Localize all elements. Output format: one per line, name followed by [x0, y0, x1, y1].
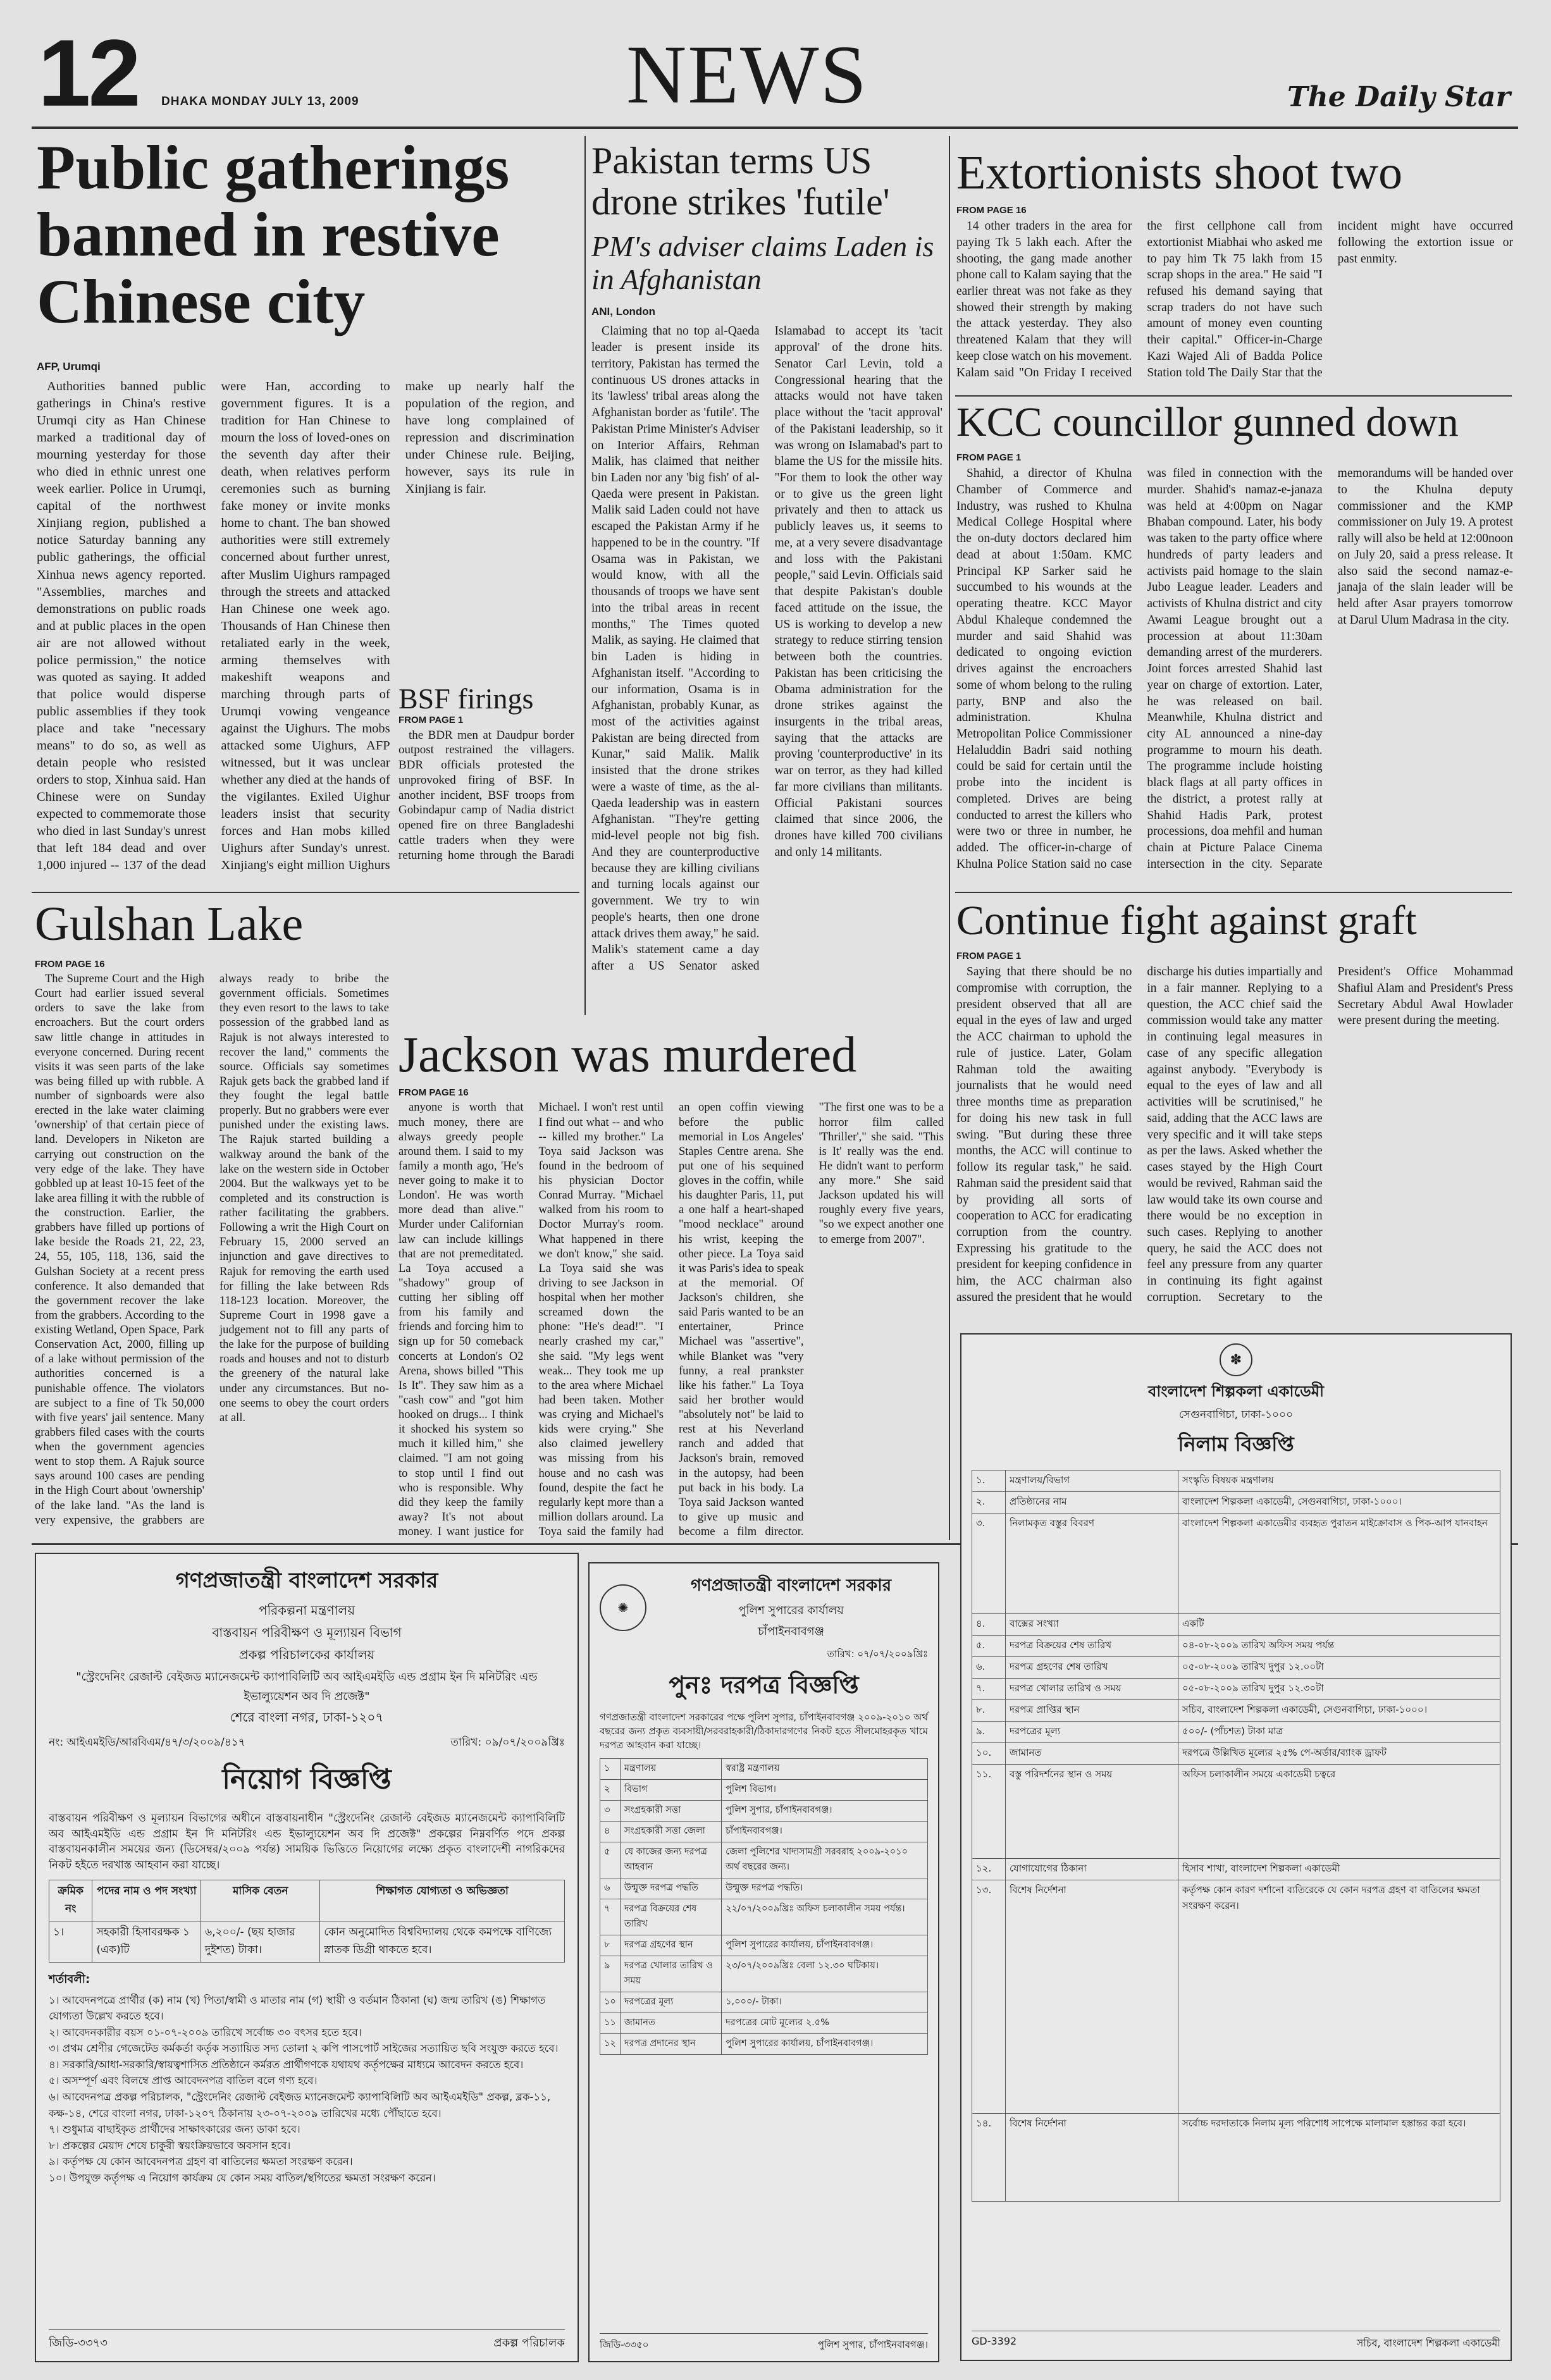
list-item: ১। আবেদনপত্রে প্রার্থীর (ক) নাম (খ) পিতা/স্বামী ও মাতার নাম (গ) স্থায়ী ও বর্তমান ঠিকানা (ঘ) জন্ম তারিখ (ঙ) শিক্ষাগত যোগ্যতা উল্লেখ করতে হবে। — [49, 1994, 546, 2023]
table-cell: ৫০০/- (পাঁচশত) টাকা মাত্র — [1178, 1722, 1500, 1743]
table-cell: ০৪-০৮-২০০৯ তারিখ অফিস সময় পর্যন্ত — [1178, 1636, 1500, 1657]
story-extortionists — [956, 147, 1513, 393]
table-cell: পুলিশ সুপারের কার্যালয়, চাঁপাইনবাবগঞ্জ। — [722, 2034, 928, 2055]
table-cell: যোগাযোগের ঠিকানা — [1006, 1859, 1178, 1880]
ad-signoff: সচিব, বাংলাদেশ শিল্পকলা একাডেমী — [1356, 2337, 1500, 2349]
paragraph: The Supreme Court and the High Court had earlier issued several orders to save the lake from encroachers. But the court orders saw little change in attitudes in everyone concerned. During recent visits it was seen parts of the lake was being filled up with rubble. A number of signboards were also erected in the lake water claiming 'ownership' of that certain piece of land. Developers in Niketon are carrying out construction on the very edge of the lake. They have gobbled up at least 10-15 feet of the lake area filling it with the rubble of the construction. Earlier, the grabbers have filled up portions of lake beside the Roads 21, 22, 23, 24, 55, 105, 118, 136, said the Gulshan Society at a recent press conference. It also demanded that the government recover the lake from the grabbers. According to the existing Wetland, Open Space, Park Conservation Act, 2000, filling up of a lake without permission of the authorities concerned is a punishable offence. The violators are subject to a fine of Tk 50,000 with five years' jail sentence. Many grabbers filed cases with the courts when the government agencies went to stop them. A Rajuk source says around 100 cases are pending in the High Court about 'ownership' of the lake land. "As the land is very expensive, the grabbers are always ready to bribe the government officials. Sometimes they even resort to the laws to take possession of the grabbed land as Rajuk is not always interested to recover the land," comments the source. Officials say sometimes Rajuk gets back the grabbed land if they fought the legal battle properly. But no grabbers were ever punished under the existing laws. The Rajuk started building a walkway around the bank of the lake on the western side in October 2004. But the walkways yet to be completed and its construction is rather facilitating the grabbers. Following a writ the High Court on February 15, 2000 served an injunction and gave directives to Rajuk for removing the earth used for filling the lake between Rds 118-123 location. Moreover, the Supreme Court in 1998 gave a judgement not to fill any parts of the lake for the purpose of building roads and houses and not to disturb the greenery of the natural lake under any circumstances. But no-one seems to obey the court orders at all. — [35, 973, 389, 1527]
table-cell: ৫ — [600, 1842, 621, 1878]
table-row — [49, 1921, 565, 1962]
article-text — [35, 972, 389, 1538]
table-cell: বিশেষ নির্দেশনা — [1006, 1880, 1178, 2114]
table-cell: বাংলাদেশ শিল্পকলা একাডেমীর ব্যবহৃত পুরাতন মাইক্রোবাস ও পিক-আপ যানবাহন — [1178, 1514, 1500, 1614]
table-row — [972, 1614, 1500, 1636]
table-row — [600, 1780, 928, 1801]
ad-intro: বাস্তবায়ন পরিবীক্ষণ ও মূল্যায়ন বিভাগের অধীনে বাস্তবায়নাধীন "স্ট্রেংদেনিং রেজাল্ট বেইজড ম্যানেজমেন্ট ক্যাপাবিলিটি অব আইএমইডি এন্ড প্রগ্রাম ইন দি মনিটরিং এন্ড ইভাল্যুয়েশন অব দি প্রজেক্ট" প্রকল্পের নিম্নবর্ণিত পদে প্রকল্প বাস্তবায়নকালীন সময়ের জন্য (ডিসেম্বর/২০০৯ পর্যন্ত) সাময়িক ভিত্তিতে নিয়োগের লক্ষ্যে প্রকৃত বাংলাদেশী নাগরিকদের নিকট হইতে দরখাস্ত আহবান করা যাচ্ছে। — [49, 1812, 565, 1871]
table-cell: দরপত্র খোলার তারিখ ও সময় — [620, 1956, 721, 1992]
ad-memo: নং: আইএমইডি/আরবিএম/৪৭/৩/২০০৯/৪১৭ — [49, 1736, 245, 1749]
ad-intro: গণপ্রজাতন্ত্রী বাংলাদেশ সরকারের পক্ষে পুলিশ সুপার, চাঁপাইনবাবগঞ্জ ২০০৯-২০১০ অর্থ বছরের জন্য প্রকৃত ব্যবসায়ী/সরবরাহকারী/ঠিকাদারগণের নিকট হতে সীলমোহরকৃত খামে দরপত্র আহবান করা যাচ্ছে। — [600, 1711, 928, 1751]
ad-recruitment-notice — [35, 1553, 579, 2362]
list-item: ৬। আবেদনপত্র প্রকল্প পরিচালক, "স্ট্রেংদেনিং রেজাল্ট বেইজড ম্যানেজমেন্ট ক্যাপাবিলিটি অব আইএমইডি" প্রকল্প, ব্লক-১১, কক্ষ-১৪, শেরে বাংলা নগর, ঢাকা-১২০৭ ঠিকানায় ২৩-০৭-২০০৯ তারিখের মধ্যে পৌঁছাতে হবে। — [49, 2090, 551, 2119]
ad-title: গণপ্রজাতন্ত্রী বাংলাদেশ সরকার — [690, 1576, 892, 1595]
table-cell: ১৪. — [972, 2114, 1006, 2202]
table-cell: যে কাজের জন্য দরপত্র আহবান — [620, 1842, 721, 1878]
ad-tender-notice — [588, 1562, 939, 2362]
headline: KCC councillor gunned down — [956, 399, 1459, 445]
ad-address: শেরে বাংলা নগর, ঢাকা-১২০৭ — [230, 1710, 384, 1725]
dateline: DHAKA MONDAY JULY 13, 2009 — [161, 95, 359, 108]
table-row — [972, 1679, 1500, 1700]
ad-subtitle: পরিকল্পনা মন্ত্রণালয় — [258, 1603, 355, 1618]
table-cell: ১১ — [600, 2013, 621, 2034]
table-cell: ৭ — [600, 1899, 621, 1935]
table-cell: ৮ — [600, 1935, 621, 1956]
table-cell: ৩. — [972, 1514, 1006, 1614]
article-text — [399, 728, 574, 873]
table-row — [972, 1743, 1500, 1765]
headline: Extortionists shoot two — [956, 146, 1403, 199]
table-row — [972, 1859, 1500, 1880]
ad-heading: নিয়োগ বিজ্ঞপ্তি — [222, 1763, 392, 1796]
list-item: ৪। সরকারি/আধা-সরকারি/স্বায়ত্বশাসিত প্রতিষ্ঠানে কর্মরত প্রার্থীগণকে যথাযথ কর্তৃপক্ষের মাধ্যমে আবেদন করতে হবে। — [49, 2058, 524, 2071]
list-item: ২। আবেদনকারীর বয়স ০১-০৭-২০০৯ তারিখে সর্বোচ্চ ৩০ বৎসর হতে হবে। — [49, 2026, 362, 2038]
list-item: ৫। অসম্পূর্ণ এবং বিলম্বে প্রাপ্ত আবেদনপত্র বাতিল বলে গণ্য হবে। — [49, 2075, 318, 2087]
ad-subtitle: সেগুনবাগিচা, ঢাকা-১০০০ — [1178, 1409, 1294, 1421]
kicker: FROM PAGE 1 — [399, 714, 464, 725]
ad-signoff: প্রকল্প পরিচালক — [493, 2336, 565, 2350]
story-kcc-councillor — [956, 400, 1513, 887]
headline: Jackson was murdered — [399, 1027, 857, 1083]
table-cell: বাক্সের সংখ্যা — [1006, 1614, 1178, 1636]
table-row — [972, 2114, 1500, 2202]
ad-signoff: পুলিশ সুপার, চাঁপাইনবাবগঞ্জ। — [817, 2339, 928, 2350]
paragraph: 14 other traders in the area for paying Tk 5 lakh each. After the shooting, the gang made another phone call to Kalam saying that the earlier threat was not fake as they showed their strength by making the attack yesterday. They also threatened Kalam that they will keep close watch on his movement. Kalam said "On Friday I received the first cellphone call from extortionist Miabhai who asked me to pay him Tk 75 lakh from 15 scrap shops in the area." He said "I refused his demand saying that scrap traders do not have such amount of money even counting their capital." Officer-in-Charge Kazi Wajed Ali of Badda Police Station told The Daily Star that the incident might have occurred following the extortion issue or past enmity. — [956, 219, 1513, 379]
list-item: ৭। শুধুমাত্র বাছাইকৃত প্রার্থীদের সাক্ষাৎকারের জন্য ডাকা হবে। — [49, 2123, 300, 2136]
table-cell: বাংলাদেশ শিল্পকলা একাডেমী, সেগুনবাগিচা, ঢাকা-১০০০। — [1178, 1492, 1500, 1514]
deck: PM's adviser claims Laden is in Afghanistan — [591, 230, 934, 296]
article-text — [956, 964, 1513, 1315]
table-cell: সহকারী হিসাবরক্ষক ১ (এক)টি — [92, 1921, 201, 1962]
table-cell: পুলিশ সুপার, চাঁপাইনবাবগঞ্জ। — [722, 1801, 928, 1822]
table-cell: ১১. — [972, 1765, 1006, 1859]
table-row — [972, 1492, 1500, 1514]
headline: Gulshan Lake — [35, 897, 304, 951]
table-row — [972, 1636, 1500, 1657]
table-cell: ২২/০৭/২০০৯খ্রিঃ অফিস চলাকালীন সময় পর্যন্ত। — [722, 1899, 928, 1935]
ad-date: তারিখ: ০৭/০৭/২০০৯খ্রিঃ — [827, 1648, 928, 1660]
table-cell: ১২. — [972, 1859, 1006, 1880]
article-text — [591, 323, 942, 981]
table-cell: ৭. — [972, 1679, 1006, 1700]
table-cell: দরপত্র গ্রহণের শেষ তারিখ — [1006, 1657, 1178, 1679]
article-text — [399, 1101, 944, 1543]
government-seal-icon: ✺ — [600, 1584, 646, 1631]
table-cell: চাঁপাইনবাবগঞ্জ। — [722, 1822, 928, 1842]
table-cell: ৯. — [972, 1722, 1006, 1743]
table-row — [972, 1880, 1500, 2114]
table-cell: সংগ্রহকারী সত্তা — [620, 1801, 721, 1822]
table-header: শিক্ষাগত যোগ্যতা ও অভিজ্ঞতা — [320, 1880, 565, 1921]
table-cell: বিশেষ নির্দেশনা — [1006, 2114, 1178, 2202]
table-cell: দরপত্রের মূল্য — [1006, 1722, 1178, 1743]
table-cell: ১। — [49, 1921, 92, 1962]
table-cell: ৪. — [972, 1614, 1006, 1636]
table-cell: ১৩. — [972, 1880, 1006, 2114]
table-cell: ৪ — [600, 1822, 621, 1842]
table-cell: দরপত্র বিক্রয়ের শেষ তারিখ — [1006, 1636, 1178, 1657]
article-text — [956, 218, 1513, 389]
paragraph: the BDR men at Daudpur border outpost restrained the villagers. BDR officials protested the unprovoked firing of BSF. In another incident, BSF troops from Gobindapur camp of Nadia district opened fire on three Bangladeshi cattle traders when they were returning home through the Baradi — [399, 728, 574, 862]
ad-code: জিডি-৩৩৫০ — [600, 2339, 649, 2350]
table-cell: দরপত্র প্রদানের স্থান — [620, 2034, 721, 2055]
table-cell: ৯ — [600, 1956, 621, 1992]
table-cell: জেলা পুলিশের খাদ্যসামগ্রী সরবরাহ ২০০৯-২০১০ অর্থ বছরের জন্য। — [722, 1842, 928, 1878]
headline: BSF firings — [399, 682, 534, 715]
table-cell: দরপত্রের মূল্য — [620, 1992, 721, 2013]
table-cell: মন্ত্রণালয় — [620, 1759, 721, 1780]
section-rule — [32, 892, 579, 893]
table-cell: কোন অনুমোদিত বিশ্ববিদ্যালয় থেকে কমপক্ষে বাণিজ্যে স্নাতক ডিগ্রী থাকতে হবে। — [320, 1921, 565, 1962]
list-item: ৮। প্রকল্পের মেয়াদ শেষে চাকুরী স্বয়ংক্রিয়ভাবে অবসান হবে। — [49, 2139, 291, 2152]
ad-code: GD-3392 — [972, 2335, 1017, 2347]
story-graft — [956, 898, 1513, 1322]
table-header: ক্রমিক নং — [49, 1880, 92, 1921]
list-item: ৯। কর্তৃপক্ষ যে কোন আবেদনপত্র গ্রহণ বা বাতিলের ক্ষমতা সংরক্ষণ করেন। — [49, 2155, 353, 2168]
table-cell: সর্বোচ্চ দরদাতাকে নিলাম মূল্য পরিশোধ সাপেক্ষে মালামাল হস্তান্তর করা হবে। — [1178, 2114, 1500, 2202]
story-jackson — [399, 1028, 944, 1540]
ad-terms — [49, 1992, 565, 2186]
list-item: ৩। প্রথম শ্রেণীর গেজেটেড কর্মকর্তা কর্তৃক সত্যায়িত সদ্য তোলা ২ কপি পাসপোর্ট সাইজের সত্যায়িত ছবি সংযুক্ত করতে হবে। — [49, 2042, 559, 2055]
ad-project: "স্ট্রেংদেনিং রেজাল্ট বেইজড ম্যানেজমেন্ট ক্যাপাবিলিটি অব আইএমইডি এন্ড প্রগ্রাম ইন দি মনিটরিং এন্ড ইভাল্যুয়েশন অব দি প্রজেক্ট" — [76, 1670, 538, 1703]
column-rule — [584, 136, 586, 1015]
ad-subtitle: প্রকল্প পরিচালকের কার্যালয় — [238, 1647, 375, 1662]
kicker: FROM PAGE 16 — [399, 1087, 469, 1099]
table-cell: সংগ্রহকারী সত্তা জেলা — [620, 1822, 721, 1842]
ad-subtitle: পুলিশ সুপারের কার্যালয় — [738, 1604, 844, 1617]
kicker: FROM PAGE 1 — [956, 452, 1022, 464]
table-cell: নিলামকৃত বস্তুর বিবরণ — [1006, 1514, 1178, 1614]
masthead-logo: The Daily Star — [1287, 81, 1511, 113]
ad-code: জিডি-৩৩৭৩ — [49, 2336, 108, 2350]
table-row — [972, 1657, 1500, 1679]
ad-heading: নিলাম বিজ্ঞপ্তি — [1178, 1432, 1294, 1456]
paragraph: Saying that there should be no compromise with corruption, the president observed that all are equal in the eyes of law and urged the ACC chairman to uphold the rule of justice. Later, Golam Rahman told the awaiting journalists that he would need three months time as preparation for doing his new task in full swing. "But during these three months, the ACC will continue to follow its regular task," he said. Rahman said the president said that by providing all sorts of cooperation to ACC for eradicating corruption from the country. Expressing his gratitude to the president for keeping confidence in him, the ACC chairman also assured the president that he would discharge his duties impartially and in a fair manner. Replying to a question, the ACC chief said the commission would take any matter in continuing legal measures in case of any specific allegation against anybody. "Everybody is equal to the eyes of law and all activities will be scrutinised," he said, adding that the ACC laws are very specific and it will take steps as per the laws. Asked whether the cases stayed by the High Court would be revived, Rahman said the law would take its own course and there would be no exception in such cases. Replying to another query, he said the ACC does not feel any pressure from any quarter in continuing its fight against corruption. Secretary to the President's Office Mohammad Shafiul Alam and President's Press Secretary Abdul Awal Howlader were present during the meeting. — [956, 965, 1513, 1304]
table-header: মাসিক বেতন — [201, 1880, 320, 1921]
table-cell: ২. — [972, 1492, 1006, 1514]
column-rule — [949, 136, 950, 1540]
ad-terms-title: শর্তাবলী: — [49, 1972, 90, 1986]
paragraph: Claiming that no top al-Qaeda leader is present inside its territory, Pakistan has termed the continuous US drones attacks in its 'lawless' tribal areas along the Afghanistan border as 'futile'. The Pakistan Prime Minister's Adviser on Interior Affairs, Rehman Malik, has claimed that neither bin Laden nor any 'big fish' of al-Qaeda were present in Pakistan. Malik said Laden could not have escaped the Pakistan Army if he happened to be in the country. "If Osama was in Pakistan, we would know, with all the thousands of troops we have sent into the tribal areas in recent months," The Times quoted Malik, as saying. He claimed that bin Laden is hiding in Afghanistan itself. "According to our information, Osama is in Afghanistan, probably Kunar, as most of the activities against Pakistan are being directed from Kunar," said Malik. Malik insisted that the drone strikes were a waste of time, as the al-Qaeda leadership was in eastern Afghanistan. "They're getting mid-level people not big fish. And they are counterproductive because they are killing civilians and turning locals against our government. We try to win people's hearts, then one drone attack drives them away," he said. Malik's statement came a day after a US Senator asked Islamabad to accept its 'tacit approval' of the drone hits. Senator Carl Levin, told a Congressional hearing that the attacks would not have taken place without the 'tacit approval' of the Pakistani leadership, so it was wrong on Islamabad's part to blame the US for the missile hits. "For them to look the other way or to give us the green light privately and then to attack us publicly leaves us, it seems to me, at a very severe disadvantage and loss with the Pakistani people," said Levin. Officials said that despite Pakistan's double faced attitude on the issue, the US is working to develop a new strategy to reduce stirring tension between both the countries. Pakistan has been criticising the Obama administration for the drone strikes against the insurgents in the tribal areas, saying that the attacks are proving 'counterproductive' in its war on terror, as they had killed far more civilians than militants. Official Pakistani sources claimed that since 2006, the drones have killed 700 civilians and only 14 militants. — [591, 324, 942, 973]
list-item: ১০। উপযুক্ত কর্তৃপক্ষ এ নিয়োগ কার্যক্রম যে কোন সময় বাতিল/স্থগিতের ক্ষমতা সংরক্ষণ করেন। — [49, 2171, 436, 2184]
table-row — [972, 1700, 1500, 1722]
headline: Pakistan terms US drone strikes 'futile' — [591, 140, 890, 223]
section-title: NEWS — [626, 28, 868, 121]
table-cell: পুলিশ সুপারের কার্যালয়, চাঁপাইনবাবগঞ্জ। — [722, 1935, 928, 1956]
ad-subtitle: বাস্তবায়ন পরিবীক্ষণ ও মূল্যায়ন বিভাগ — [212, 1625, 402, 1640]
table-cell: ০৫-০৮-২০০৯ তারিখ দুপুর ১২.৩০টা — [1178, 1679, 1500, 1700]
table-row — [600, 2034, 928, 2055]
headline: Continue fight against graft — [956, 897, 1417, 944]
header-rule — [32, 126, 1518, 129]
table-cell: সংস্কৃতি বিষয়ক মন্ত্রণালয় — [1178, 1471, 1500, 1492]
table-row — [972, 1765, 1500, 1859]
article-text — [956, 466, 1513, 877]
story-chinese-city — [37, 134, 574, 335]
academy-logo-icon: ✽ — [1220, 1343, 1252, 1376]
ad-title: গণপ্রজাতন্ত্রী বাংলাদেশ সরকার — [175, 1568, 438, 1593]
table-cell: ১,০০০/- টাকা। — [722, 1992, 928, 2013]
table-cell: অফিস চলাকালীন সময়ে একাডেমী চত্বরে — [1178, 1765, 1500, 1859]
table-cell: দরপত্রের মোট মূল্যের ২.৫% — [722, 2013, 928, 2034]
story-bsf-firings — [399, 683, 574, 885]
table-cell: ১২ — [600, 2034, 621, 2055]
table-row — [600, 1822, 928, 1842]
table-cell: ৮. — [972, 1700, 1006, 1722]
table-row — [600, 1759, 928, 1780]
table-cell: ৫. — [972, 1636, 1006, 1657]
table-cell: ৬,২০০/- (ছয় হাজার দুইশত) টাকা। — [201, 1921, 320, 1962]
paragraph: Authorities banned public gatherings in China's restive Urumqi city as Han Chinese marked a traditional day of mourning yesterday for those who died in ethnic unrest one week earlier. Police in Urumqi, capital of the northwest Xinjiang region, published a notice Saturday banning any public gatherings, the official Xinhua news agency reported. "Assemblies, marches and demonstrations on public roads and at public places in the open air are not allowed without police permission," the notice was quoted as saying. It added that police would disperse public assemblies if they took place and take "necessary means" to do so, as well as detain people who resisted orders to stop, Xinhua said. Han Chinese were on Sunday expected to commemorate those who died in last Sunday's unrest that left 184 dead and over 1,000 injured -- 137 of the dead were Han, according to government figures. It is a tradition for Han Chinese to mourn the loss of loved-ones on the seventh day after their death, when relatives perform ceremonies such as burning fake money or invite monks home to chant. The ban showed authorities were still extremely concerned about further unrest, after Muslim Uighurs rampaged through the streets and attacked Han Chinese one week ago. Thousands of Han Chinese then retaliated early in the week, arming themselves with makeshift weapons and marching through parts of Urumqi vowing vengeance against the Uighurs. The mobs attacked some Uighurs, AFP witnessed, but it was unclear whether any died at the hands of the vigilantes. Exiled Uighur leaders insist that security forces and Han mobs killed Uighurs after Sunday's unrest. Xinjiang's eight million Uighurs make up nearly half the population of the region, and have long complained of repression and discrimination under Chinese rule. Beijing, however, says its rule in Xinjiang is fair. — [37, 379, 574, 873]
table-cell: ৬. — [972, 1657, 1006, 1679]
table-cell: মন্ত্রণালয়/বিভাগ — [1006, 1471, 1178, 1492]
table-cell: ০৫-০৮-২০০৯ তারিখ দুপুর ১২.০০টা — [1178, 1657, 1500, 1679]
table-row — [600, 2013, 928, 2034]
paragraph: anyone is worth that much money, there are always greedy people around them. I said to my family a month ago, 'He's never going to make it to London'. He was worth more dead than alive." Murder under Californian law can include killings that are not premeditated. La Toya accused a "shadowy" group of cutting her sibling off from his family and friends and forcing him to sign up for 50 comeback concerts at London's O2 Arena, shows billed "This Is It". They saw him as a "cash cow" and "got him hooked on drugs... I think it shocked his system so much it killed him," she claimed. "I am not going to stop until I find out who is responsible. Why did they keep the family away? It's not about money. I want justice for Michael. I won't rest until I find out what -- and who -- killed my brother." La Toya said Jackson was found in the bedroom of his physician Doctor Conrad Murray. "Michael walked from his room to Doctor Murray's room. What happened in there we don't know," she said. La Toya said she was driving to see Jackson in hospital when her mother screamed down the phone: "He's dead!". "I nearly crashed my car," she said. "My legs went weak... They took me up to the area where Michael had been taken. Mother was crying and Michael's kids were crying." She also claimed jewellery was missing from his house and no cash was found, despite the fact he regularly kept more than a million dollars around. La Toya said the family had an open coffin viewing before the public memorial in Los Angeles' Staples Centre arena. She put one of his sequined gloves in the coffin, while his daughter Paris, 11, put a one half a heart-shaped "mood necklace" around his wrist, keeping the other piece. La Toya said it was Paris's idea to speak at the memorial. Of Jackson's children, she said Paris wanted to be an entertainer, Prince Michael was "assertive", while Blanket was "very funny, a real prankster like his father." La Toya said her brother would "absolutely not" be laid to rest at his Neverland ranch and added that Jackson's brain, removed in the autopsy, had been put back in his body. La Toya said Jackson wanted to give up music and become a film director. "The first one was to be a horror film called 'Thriller'," she said. "This is It' really was the end. He didn't want to perform any more." She said Jackson updated his will roughly every five years, "so we expect another one to emerge from 2007". — [399, 1101, 944, 1539]
ad-position-table — [49, 1880, 565, 1963]
table-cell: পুলিশ বিভাগ। — [722, 1780, 928, 1801]
ad-auction-notice — [960, 1333, 1512, 2361]
table-row — [600, 1899, 928, 1935]
byline: AFP, Urumqi — [37, 361, 101, 373]
table-cell: দরপত্র গ্রহণের স্থান — [620, 1935, 721, 1956]
kicker: FROM PAGE 16 — [956, 205, 1027, 216]
table-row — [600, 1801, 928, 1822]
table-cell: স্বরাষ্ট্র মন্ত্রণালয় — [722, 1759, 928, 1780]
ad-tender-table — [600, 1758, 928, 2055]
table-cell: ১০ — [600, 1992, 621, 2013]
table-row — [600, 1956, 928, 1992]
table-cell: প্রতিষ্ঠানের নাম — [1006, 1492, 1178, 1514]
table-cell: ৬ — [600, 1878, 621, 1899]
table-cell: জামানত — [620, 2013, 721, 2034]
table-cell: ২ — [600, 1780, 621, 1801]
ad-heading: পুনঃ দরপত্র বিজ্ঞপ্তি — [669, 1671, 859, 1699]
table-cell: একটি — [1178, 1614, 1500, 1636]
section-rule — [955, 395, 1512, 397]
table-cell: দরপত্র খোলার তারিখ ও সময় — [1006, 1679, 1178, 1700]
table-cell: ১ — [600, 1759, 621, 1780]
table-cell: কর্তৃপক্ষ কোন কারণ দর্শানো ব্যতিরেকে যে কোন দরপত্র গ্রহণ বা বাতিলের ক্ষমতা সংরক্ষণ করেন। — [1178, 1880, 1500, 2114]
story-gulshan-lake — [35, 898, 389, 1537]
table-row — [972, 1514, 1500, 1614]
table-row — [972, 1471, 1500, 1492]
kicker: FROM PAGE 16 — [35, 959, 105, 970]
table-row — [600, 1842, 928, 1878]
table-cell: ১০. — [972, 1743, 1006, 1765]
ad-subtitle: চাঁপাইনবাবগঞ্জ — [758, 1625, 824, 1638]
table-cell: জামানত — [1006, 1743, 1178, 1765]
table-cell: দরপত্র বিক্রয়ের শেষ তারিখ — [620, 1899, 721, 1935]
ad-auction-table — [972, 1470, 1500, 2202]
page-number: 12 — [38, 20, 139, 126]
table-header: পদের নাম ও পদ সংখ্যা — [92, 1880, 201, 1921]
table-cell: উন্মুক্ত দরপত্র পদ্ধতি। — [722, 1878, 928, 1899]
table-cell: হিসাব শাখা, বাংলাদেশ শিল্পকলা একাডেমী — [1178, 1859, 1500, 1880]
table-cell: বস্তু পরিদর্শনের স্থান ও সময় — [1006, 1765, 1178, 1859]
table-cell: দরপত্রে উল্লিখিত মূল্যের ২৫% পে-অর্ডার/ব্যাংক ড্রাফট — [1178, 1743, 1500, 1765]
section-rule — [955, 892, 1512, 893]
table-row — [600, 1878, 928, 1899]
table-cell: সচিব, বাংলাদেশ শিল্পকলা একাডেমী, সেগুনবাগিচা, ঢাকা-১০০০। — [1178, 1700, 1500, 1722]
table-cell: বিভাগ — [620, 1780, 721, 1801]
ad-date: তারিখ: ০৯/০৭/২০০৯খ্রিঃ — [450, 1736, 565, 1749]
table-cell: ৩ — [600, 1801, 621, 1822]
story-pakistan — [591, 140, 942, 1013]
byline: ANI, London — [591, 305, 656, 318]
headline: Public gatherings banned in restive Chinese city — [37, 132, 510, 336]
table-row — [600, 1992, 928, 2013]
table-cell: ২৩/০৭/২০০৯খ্রিঃ বেলা ১২.৩০ ঘটিকায়। — [722, 1956, 928, 1992]
table-row — [972, 1722, 1500, 1743]
table-cell: উন্মুক্ত দরপত্র পদ্ধতি — [620, 1878, 721, 1899]
table-cell: ১. — [972, 1471, 1006, 1492]
paragraph: Shahid, a director of Khulna Chamber of Commerce and Industry, was rushed to Khulna Medical College Hospital where the on-duty doctors declared him dead at about 1:50am. KMC Principal KP Sarker said he succumbed to his wounds at the operating theatre. KCC Mayor Abdul Khaleque condemned the murder and said Shahid was dedicated to ongoing eviction drives against the encroachers some of whom belong to the ruling party, BNP and also the administration. Khulna Metropolitan Police Commissioner Helaluddin Badri said nothing could be said for certain until the probe into the incident is completed. Drives are being conducted to arrest the killers who were two or three in number, he added. The officer-in-charge of Khulna Police Station said no case was filed in connection with the murder. Shahid's namaz-e-janaza was held at 4:00pm on Nagar Bhaban compound. Later, his body was taken to the party office where hundreds of party leaders and activists paid homage to the slain Jubo League leader. Leaders and activists of Khulna district and city Awami League brought out a procession at about 11:30am demanding arrest of the murderers. Joint forces arrested Shahid last year on charge of extortion. Later, he was released on bail. Meanwhile, Khulna district and city AL announced a nine-day programme to mourn his death. The programme include hoisting black flags at all party offices in the district, a protest rally at Shahid Hadis Park, protest processions, doa mehfil and human chain at Picture Palace Cinema intersection in the city. Separate memorandums will be handed over to the Khulna deputy commissioner and the KMP commissioner on July 19. A protest rally will also be held at 12:00noon on July 20, said a press release. It also said the second namaz-e-janaja of the slain leader will be held after Asar prayers tomorrow at Darul Ulum Madrasa in the city. — [956, 467, 1513, 871]
table-cell: দরপত্র প্রাপ্তির স্থান — [1006, 1700, 1178, 1722]
table-row — [600, 1935, 928, 1956]
ad-title: বাংলাদেশ শিল্পকলা একাডেমী — [1148, 1383, 1324, 1400]
kicker: FROM PAGE 1 — [956, 951, 1022, 962]
